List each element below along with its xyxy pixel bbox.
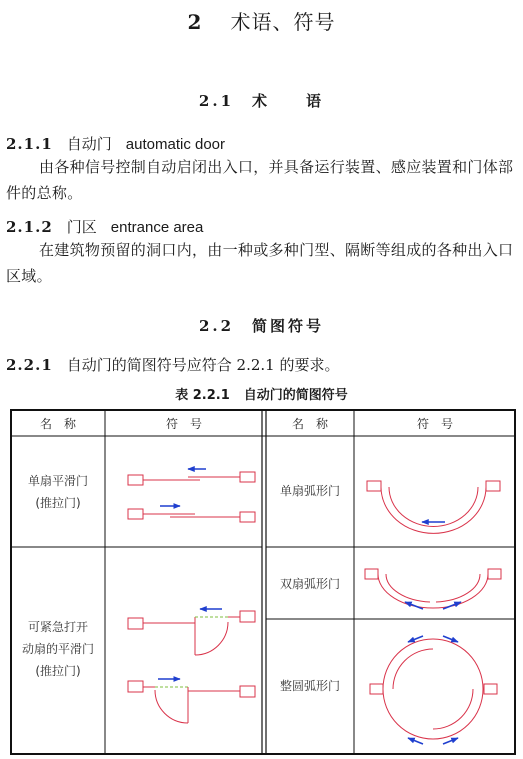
header-symbol-right: 符 号 (416, 417, 454, 431)
section-symbols-heading (0, 315, 523, 336)
clause-number: 2.2.1 (6, 356, 53, 374)
row-label-single-sliding: 单扇平滑门 (27, 474, 89, 488)
table-title: 自动门的简图符号 (243, 388, 348, 403)
clause-2-1-1-heading (6, 133, 225, 154)
full-circle-door-symbol (370, 636, 497, 744)
clause-2-1-2-heading (6, 216, 203, 237)
section-title: 简图符号 (252, 317, 325, 335)
clause-number: 2.1.2 (6, 218, 53, 236)
table-grid (11, 410, 515, 754)
clause-number: 2.1.1 (6, 135, 53, 153)
symbol-table (10, 409, 516, 755)
single-arc-door-symbol (367, 481, 500, 533)
clause-2-1-2-text: 在建筑物预留的洞口内，由一种或多种门型、隔断等组成的各种出入口区域。 (6, 241, 514, 285)
chapter-number: 2 (187, 10, 203, 34)
section-terms-heading (0, 90, 523, 111)
row-label-single-arc: 单扇弧形门 (279, 484, 341, 498)
clause-title-en: automatic door (125, 136, 226, 153)
clause-2-2-1 (6, 354, 339, 375)
section-number: 2.2 (198, 317, 235, 335)
double-arc-door-symbol (365, 569, 501, 609)
emergency-sliding-door-symbol (128, 609, 255, 723)
section-title-part-a: 术 (252, 92, 271, 110)
row-label-emergency-line1: 可紧急打开 (27, 620, 89, 634)
chapter-name: 术语、符号 (230, 10, 336, 34)
clause-title-en: entrance area (110, 219, 204, 236)
row-label-emergency-line2: 动扇的平滑门 (21, 642, 95, 656)
clause-title: 门区 (66, 218, 97, 236)
clause-title: 自动门 (66, 135, 112, 153)
header-symbol-left: 符 号 (165, 417, 203, 431)
row-label-emergency-line3: (推拉门) (35, 664, 81, 678)
row-label-single-sliding-note: (推拉门) (35, 496, 81, 510)
section-title-part-b: 语 (306, 92, 325, 110)
single-sliding-door-symbol (128, 469, 255, 522)
clause-text: 自动门的简图符号应符合 2.2.1 的要求。 (66, 356, 340, 374)
table-caption (0, 384, 523, 403)
chapter-title (0, 6, 523, 35)
section-number: 2.1 (198, 92, 235, 110)
clause-2-1-1-text: 由各种信号控制自动启闭出入口，并具备运行装置、感应装置和门体部件的总称。 (6, 158, 514, 202)
header-name-right: 名 称 (291, 417, 329, 431)
table-number: 表 2.2.1 (175, 388, 230, 403)
header-name-left: 名 称 (39, 417, 77, 431)
row-label-full-circle: 整圆弧形门 (279, 679, 341, 693)
row-label-double-arc: 双扇弧形门 (279, 577, 341, 591)
